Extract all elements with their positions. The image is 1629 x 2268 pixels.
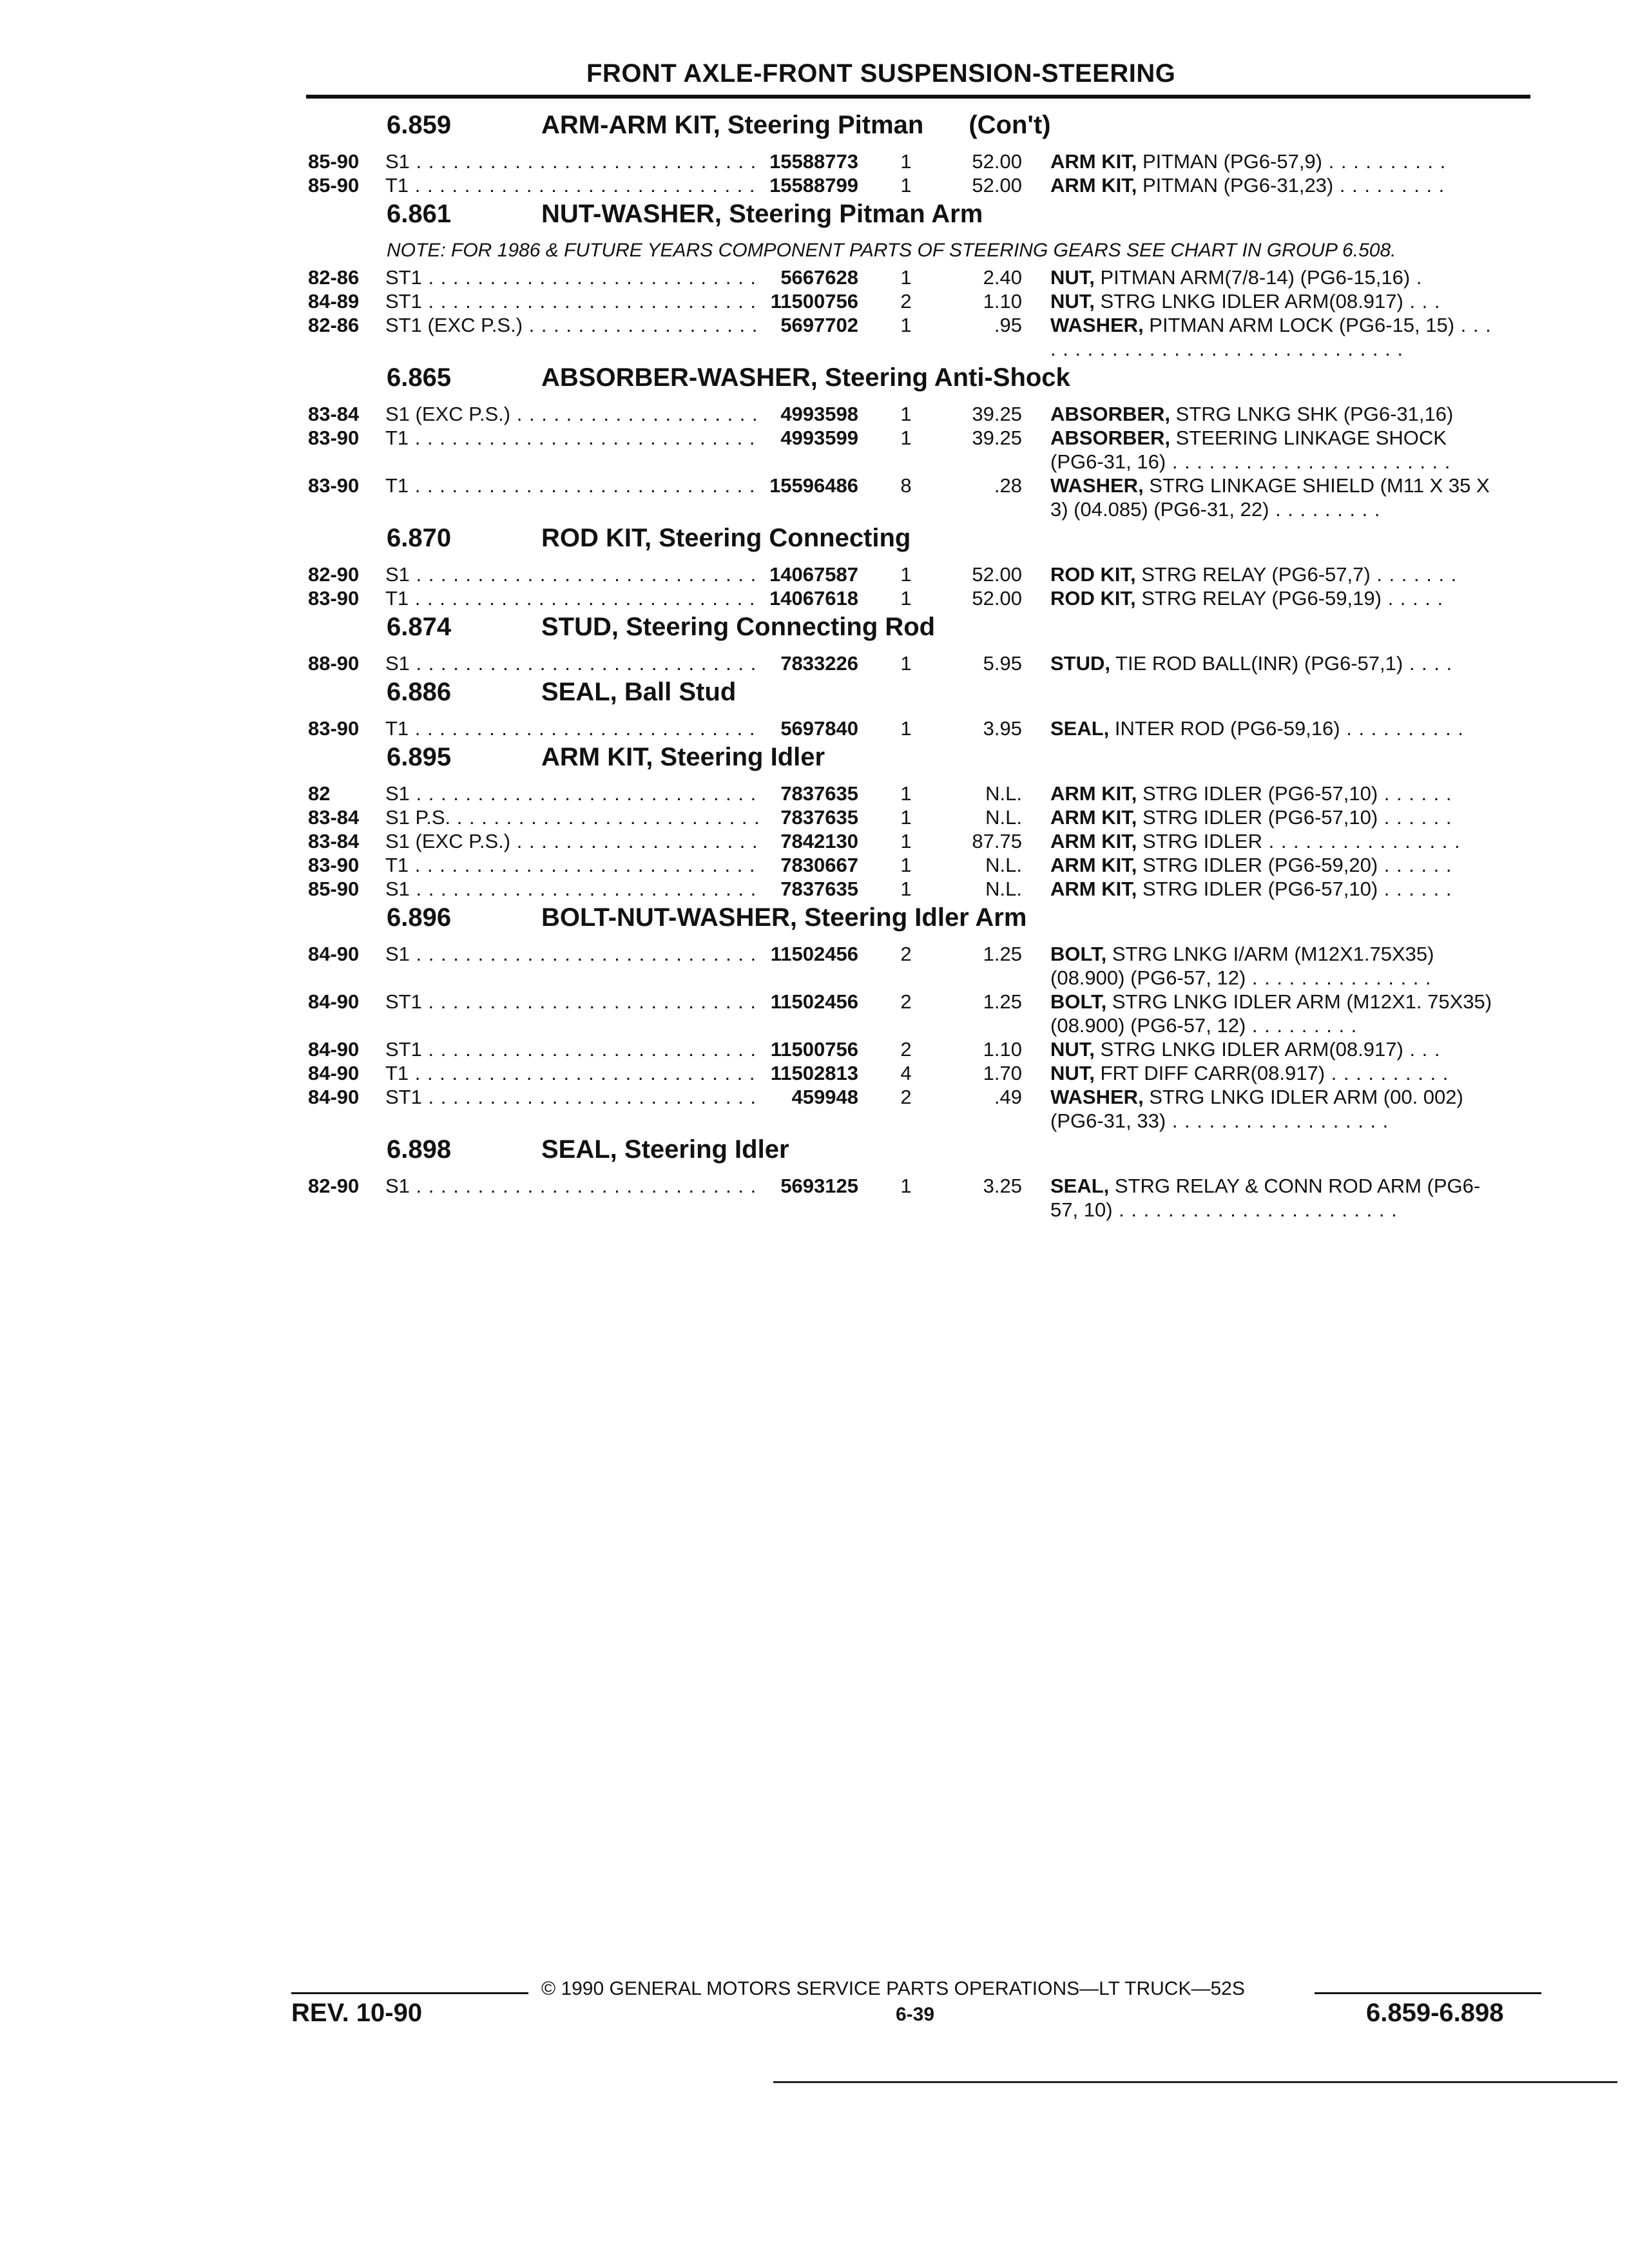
footer-copyright: © 1990 GENERAL MOTORS SERVICE PARTS OPERATIONS—LT TRUCK—52S [541,1978,1245,1999]
model-code: ST1 . . . [385,289,772,313]
part-number: 14067618 [763,586,858,610]
quantity: 1 [900,854,912,876]
part-row [308,149,1532,173]
section-number: 6.898 [387,1135,452,1164]
quantity: 1 [900,717,912,740]
section-heading [308,200,1532,238]
leader-dots: . . . . . . . . . . [1322,150,1447,173]
leader-dots: . . . . . . . . . [1246,1014,1358,1037]
leader-dots: . . . . . . [1378,854,1452,876]
section-title-suffix: (Con't) [969,111,1051,139]
quantity: 1 [900,314,912,336]
part-number: 7837635 [763,877,858,901]
year-range: 83-84 [308,830,360,852]
footer-bottom-line [773,2081,1617,2083]
section-title-text: STUD, Steering Connecting Rod [541,613,936,641]
part-name: WASHER, [1050,1086,1144,1108]
quantity: 1 [900,266,912,289]
section-heading [308,613,1532,651]
price: 3.25 [983,1175,1022,1197]
part-description [1050,782,1501,805]
model-code: T1 . . . [385,426,772,450]
section-note: NOTE: FOR 1986 & FUTURE YEARS COMPONENT PARTS OF STEERING GEARS SEE CHART IN GROUP 6.508. [387,240,1396,261]
model-code: S1 . . . [385,942,772,966]
part-number: 11502456 [763,942,858,966]
part-row [308,853,1532,877]
leader-dots: . . . [1403,1038,1441,1061]
year-range: 82-90 [308,563,360,586]
part-name: ARM KIT, [1050,830,1137,852]
quantity: 1 [900,830,912,852]
year-range: 82-90 [308,1175,360,1197]
footer-page-number: 6-39 [896,2004,935,2025]
part-number: 7837635 [763,805,858,829]
part-name: NUT, [1050,290,1095,312]
footer-rule-left [291,1992,528,1994]
model-code: S1 . . . [385,1174,772,1198]
part-description [1050,173,1501,197]
part-detail: PITMAN (PG6-57,9) [1137,150,1323,173]
footer-section-range: 6.859-6.898 [1366,1999,1504,2027]
model-code: S1 . . . [385,877,772,901]
part-number: 11500756 [763,1037,858,1061]
part-row [308,1085,1532,1133]
year-range: 82-86 [308,266,360,289]
part-name: SEAL, [1050,717,1110,740]
part-number: 11500756 [763,289,858,313]
model-code: T1 . . . [385,586,772,610]
section-heading [308,524,1532,562]
leader-dots: . . . . . . . . . [1333,174,1445,197]
section-number: 6.865 [387,363,452,392]
model-code: S1 P.S. . . . [385,805,772,829]
section-number: 6.861 [387,200,452,228]
part-number: 4993598 [763,402,858,426]
price: .95 [994,314,1022,336]
quantity: 1 [900,150,912,173]
part-description [1050,1085,1501,1133]
part-row [308,990,1532,1037]
quantity: 1 [900,806,912,829]
quantity: 4 [900,1062,912,1084]
model-code: S1 . . . [385,651,772,675]
part-row [308,877,1532,901]
quantity: 2 [900,1086,912,1108]
model-code: T1 . . . [385,853,772,877]
part-row [308,716,1532,740]
section-heading [308,363,1532,402]
quantity: 2 [900,290,912,312]
header-rule [306,95,1530,99]
part-name: ARM KIT, [1050,878,1137,900]
part-detail: STRG LINKAGE SHIELD (M11 X 35 X 3) (04.085) (PG6-31, 22) [1050,474,1490,521]
model-code: ST1 (EXC P.S.) . . . [385,313,772,337]
quantity: 1 [900,563,912,586]
model-code: S1 (EXC P.S.) . . . [385,402,772,426]
part-detail: PITMAN (PG6-31,23) [1137,174,1334,197]
part-row [308,265,1532,289]
part-description [1050,805,1501,829]
part-name: SEAL, [1050,1175,1110,1197]
leader-dots: . . . . . . [1378,878,1452,900]
price: N.L. [985,878,1022,900]
part-name: STUD, [1050,652,1110,675]
year-range: 84-89 [308,290,360,312]
part-row [308,173,1532,197]
part-row [308,426,1532,474]
year-range: 85-90 [308,150,360,173]
year-range: 84-90 [308,1086,360,1108]
section-title-text: ARM KIT, Steering Idler [541,743,825,771]
year-range: 88-90 [308,652,360,675]
section-heading [308,1135,1532,1174]
part-row [308,829,1532,853]
price: 5.95 [983,652,1022,675]
part-row [308,942,1532,990]
section-number: 6.859 [387,111,452,139]
part-number: 7837635 [763,782,858,805]
quantity: 2 [900,990,912,1013]
year-range: 83-90 [308,427,360,449]
leader-dots: . [1410,266,1423,289]
part-name: ARM KIT, [1050,782,1137,805]
section-title [541,524,911,553]
year-range: 83-90 [308,474,360,497]
section-title-text: SEAL, Steering Idler [541,1135,789,1164]
part-description [1050,289,1501,313]
price: .49 [994,1086,1022,1108]
part-row [308,313,1532,361]
section-number: 6.874 [387,613,452,641]
part-row [308,1061,1532,1085]
part-detail: PITMAN ARM(7/8-14) (PG6-15,16) [1094,266,1411,289]
part-name: ARM KIT, [1050,174,1137,197]
price: .28 [994,474,1022,497]
part-description [1050,426,1501,474]
part-number: 7842130 [763,829,858,853]
part-name: ABSORBER, [1050,403,1171,425]
part-number: 11502813 [763,1061,858,1085]
part-name: ROD KIT, [1050,587,1136,610]
year-range: 84-90 [308,1038,360,1061]
part-detail: STRG IDLER (PG6-59,20) [1137,854,1378,876]
section-title [541,613,935,642]
part-detail: STRG RELAY (PG6-57,7) [1135,563,1371,586]
quantity: 1 [900,878,912,900]
part-detail: STRG LNKG IDLER ARM (00. 002) (PG6-31, 33) [1050,1086,1463,1132]
part-number: 15588799 [763,173,858,197]
part-row [308,402,1532,426]
year-range: 82 [308,782,331,805]
part-number: 5667628 [763,265,858,289]
quantity: 1 [900,427,912,449]
year-range: 83-84 [308,403,360,425]
section-number: 6.896 [387,903,452,932]
part-detail: PITMAN ARM LOCK (PG6-15, 15) [1143,314,1455,336]
quantity: 1 [900,174,912,197]
price: 1.10 [983,1038,1022,1061]
price: N.L. [985,782,1022,805]
part-description [1050,1061,1501,1085]
page-header-title: FRONT AXLE-FRONT SUSPENSION-STEERING [586,59,1176,88]
section-heading [308,903,1532,942]
section-title [541,1135,789,1164]
model-code: S1 (EXC P.S.) . . . [385,829,772,853]
model-code: T1 . . . [385,173,772,197]
part-detail: STRG IDLER (PG6-57,10) [1137,782,1378,805]
parts-catalog-body [308,108,1532,1222]
price: 2.40 [983,266,1022,289]
part-number: 14067587 [763,562,858,586]
part-detail: STRG LNKG IDLER ARM(08.917) [1094,290,1403,312]
part-detail: FRT DIFF CARR(08.917) [1094,1062,1325,1084]
section-title [541,678,736,707]
part-row [308,1037,1532,1061]
part-description [1050,149,1501,173]
year-range: 82-86 [308,314,360,336]
quantity: 8 [900,474,912,497]
part-name: NUT, [1050,266,1095,289]
model-code: T1 . . . [385,474,772,497]
quantity: 2 [900,943,912,965]
section-title [541,200,983,229]
part-detail: STRG RELAY & CONN ROD ARM (PG6-57, 10) [1050,1175,1481,1221]
part-number: 7833226 [763,651,858,675]
model-code: S1 . . . [385,562,772,586]
part-row [308,782,1532,805]
part-detail: STRG IDLER (PG6-57,10) [1137,878,1378,900]
part-description [1050,877,1501,901]
leader-dots: . . . . . . . . . . . . . . . . [1262,830,1461,852]
leader-dots: . . . [1403,290,1441,312]
model-code: ST1 . . . [385,1037,772,1061]
section-title-text: ABSORBER-WASHER, Steering Anti-Shock [541,363,1070,392]
part-row [308,289,1532,313]
leader-dots: . . . . . . . . . [1269,498,1381,521]
part-row [308,562,1532,586]
part-description [1050,651,1501,675]
year-range: 84-90 [308,943,360,965]
part-detail: STEERING LINKAGE SHOCK (PG6-31, 16) [1050,427,1447,473]
part-name: WASHER, [1050,314,1144,336]
price: 52.00 [972,150,1022,173]
year-range: 83-84 [308,806,360,829]
year-range: 85-90 [308,174,360,197]
price: 87.75 [972,830,1022,852]
price: 52.00 [972,563,1022,586]
leader-dots: . . . . . . . . . . . . . . . . . . . . . . . [1112,1198,1398,1221]
leader-dots: . . . . . . . . . . [1340,717,1464,740]
part-number: 5693125 [763,1174,858,1198]
part-name: WASHER, [1050,474,1144,497]
part-description [1050,716,1501,740]
section-title-text: NUT-WASHER, Steering Pitman Arm [541,200,983,228]
model-code: S1 . . . [385,782,772,805]
part-row [308,1174,1532,1222]
leader-dots: . . . . . . [1378,806,1452,829]
year-range: 83-90 [308,854,360,876]
part-description [1050,265,1501,289]
section-heading [308,111,1532,149]
part-name: ARM KIT, [1050,854,1137,876]
part-description [1050,990,1501,1037]
year-range: 84-90 [308,1062,360,1084]
price: 1.25 [983,990,1022,1013]
section-heading [308,678,1532,716]
quantity: 1 [900,652,912,675]
part-name: ABSORBER, [1050,427,1171,449]
price: 39.25 [972,403,1022,425]
part-detail: TIE ROD BALL(INR) (PG6-57,1) [1110,652,1403,675]
part-detail: STRG LNKG IDLER ARM (M12X1. 75X35) (08.900) (PG6-57, 12) [1050,990,1492,1037]
year-range: 84-90 [308,990,360,1013]
part-description [1050,562,1501,586]
part-row [308,651,1532,675]
leader-dots: . . . . . . [1378,782,1452,805]
part-number: 11502456 [763,990,858,1014]
leader-dots: . . . . . . . . . . [1325,1062,1449,1084]
part-detail: STRG LNKG IDLER ARM(08.917) [1094,1038,1403,1061]
quantity: 1 [900,782,912,805]
year-range: 83-90 [308,717,360,740]
quantity: 1 [900,1175,912,1197]
leader-dots: . . . . . . . . . . . . . . . [1246,966,1432,989]
leader-dots: . . . . . . . . . . . . . . . . . . . . . . . . . . . . . . . . [1050,314,1492,360]
model-code: ST1 . . . [385,990,772,1014]
part-number: 4993599 [763,426,858,450]
part-detail: STRG IDLER (PG6-57,10) [1137,806,1378,829]
part-number: 5697702 [763,313,858,337]
section-title-text: BOLT-NUT-WASHER, Steering Idler Arm [541,903,1027,932]
year-range: 85-90 [308,878,360,900]
section-title [541,903,1027,932]
section-number: 6.870 [387,524,452,552]
section-heading [308,743,1532,782]
part-row [308,586,1532,610]
section-title [541,743,825,772]
part-name: NUT, [1050,1038,1095,1061]
model-code: T1 . . . [385,1061,772,1085]
section-number: 6.895 [387,743,452,771]
model-code: ST1 . . . [385,265,772,289]
part-name: BOLT, [1050,990,1107,1013]
leader-dots: . . . . . . . . . . . . . . . . . . . . . . . [1166,450,1451,473]
price: 1.70 [983,1062,1022,1084]
part-name: BOLT, [1050,943,1107,965]
price: 52.00 [972,587,1022,610]
price: 39.25 [972,427,1022,449]
part-name: ARM KIT, [1050,806,1137,829]
leader-dots: . . . . [1403,652,1453,675]
part-description [1050,1037,1501,1061]
leader-dots: . . . . . . . . . . . . . . . . . . [1166,1110,1389,1132]
part-detail: STRG RELAY (PG6-59,19) [1135,587,1382,610]
price: N.L. [985,854,1022,876]
part-name: NUT, [1050,1062,1095,1084]
part-description [1050,586,1501,610]
part-number: 5697840 [763,716,858,740]
section-title-text: SEAL, Ball Stud [541,678,737,706]
model-code: S1 . . . [385,149,772,173]
footer-rule-right [1315,1992,1541,1994]
part-number: 459948 [763,1085,858,1109]
model-code: T1 . . . [385,716,772,740]
section-number: 6.886 [387,678,452,706]
part-description [1050,829,1501,853]
part-number: 7830667 [763,853,858,877]
leader-dots: . . . . . . . [1370,563,1458,586]
quantity: 1 [900,587,912,610]
part-number: 15588773 [763,149,858,173]
part-name: ROD KIT, [1050,563,1136,586]
quantity: 2 [900,1038,912,1061]
leader-dots: . . . . . [1381,587,1444,610]
part-row [308,474,1532,521]
price: 52.00 [972,174,1022,197]
part-description [1050,402,1501,426]
price: 3.95 [983,717,1022,740]
part-detail: STRG LNKG I/ARM (M12X1.75X35) (08.900) (PG6-57, 12) [1050,943,1434,989]
year-range: 83-90 [308,587,360,610]
section-title [541,363,1070,392]
price: 1.10 [983,290,1022,312]
section-title-text: ROD KIT, Steering Connecting [541,524,911,552]
price: N.L. [985,806,1022,829]
part-detail: STRG IDLER [1137,830,1262,852]
price: 1.25 [983,943,1022,965]
part-description [1050,313,1501,361]
part-description [1050,1174,1501,1222]
part-description [1050,474,1501,521]
quantity: 1 [900,403,912,425]
part-detail: STRG LNKG SHK (PG6-31,16) [1170,403,1454,425]
part-name: ARM KIT, [1050,150,1137,173]
part-description [1050,853,1501,877]
footer-revision: REV. 10-90 [291,1999,423,2027]
model-code: ST1 . . . [385,1085,772,1109]
part-detail: INTER ROD (PG6-59,16) [1109,717,1340,740]
section-title-text: ARM-ARM KIT, Steering Pitman [541,111,924,139]
section-title [541,111,1051,140]
part-number: 15596486 [763,474,858,497]
part-row [308,805,1532,829]
part-description [1050,942,1501,990]
